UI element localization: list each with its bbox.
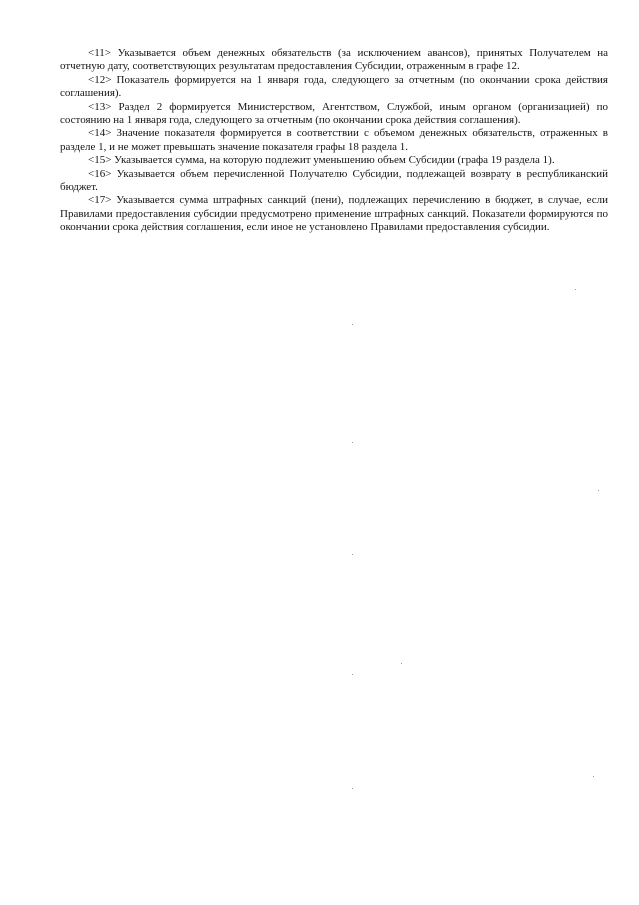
footnote-12: <12> Показатель формируется на 1 января года, следующего за отчетным (по окончании срока действия соглашения). xyxy=(60,73,608,100)
scan-speck xyxy=(352,324,353,325)
footnote-16: <16> Указывается объем перечисленной Получателю Субсидии, подлежащей возврату в республиканский бюджет. xyxy=(60,167,608,194)
scan-speck xyxy=(401,663,402,664)
footnote-13: <13> Раздел 2 формируется Министерством, Агентством, Службой, иным органом (организацией) по состоянию на 1 января года, следующего за отчетным (по окончании срока действия соглашения). xyxy=(60,100,608,127)
scan-speck xyxy=(352,442,353,443)
scan-speck xyxy=(593,776,594,777)
footnote-17: <17> Указывается сумма штрафных санкций (пени), подлежащих перечислению в бюджет, в случае, если Правилами предоставления субсидии предусмотрено применение штрафных санкций. Показатели формируются по окончании срока действия соглашения, если иное не установлено Правилами предоставления субсидии. xyxy=(60,194,608,234)
footnote-15: <15> Указывается сумма, на которую подлежит уменьшению объем Субсидии (графа 19 раздела 1). xyxy=(88,154,555,167)
footnote-14: <14> Значение показателя формируется в соответствии с объемом денежных обязательств, отраженных в разделе 1, и не может превышать значение показателя графы 18 раздела 1. xyxy=(60,127,608,153)
scan-speck xyxy=(352,554,353,555)
scan-speck xyxy=(352,674,353,675)
footnote-11: <11> Указывается объем денежных обязательств (за исключением авансов), принятых Получателем на отчетную дату, соответствующих результатам предоставления Субсидии, отраженным в графе 12. xyxy=(60,47,608,73)
scan-speck xyxy=(575,289,576,290)
scan-speck xyxy=(352,788,353,789)
scan-speck xyxy=(598,490,599,491)
footnotes-block xyxy=(60,47,608,235)
